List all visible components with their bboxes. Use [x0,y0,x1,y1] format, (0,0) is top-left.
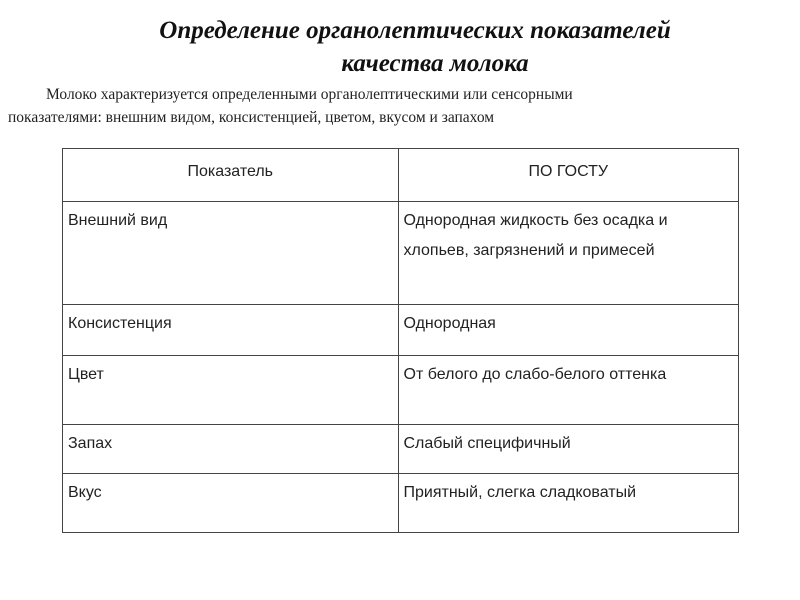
indicator-cell: Вкус [63,474,399,533]
indicator-cell: Цвет [63,356,399,425]
header-indicator: Показатель [63,149,399,202]
intro-line-1: Молоко характеризуется определенными органолептическими или сенсорными [46,86,573,103]
page-title-line-1: Определение органолептических показателей [159,17,671,44]
quality-indicators-table [62,148,739,533]
indicator-cell: Запах [63,425,399,474]
indicator-cell: Консистенция [63,305,399,356]
page-title [0,14,800,80]
page-title-line-2: качества молока [341,50,529,77]
table-row [63,202,739,305]
table-row [63,425,739,474]
table-row [63,356,739,425]
standard-cell: Однородная [398,305,739,356]
table-row [63,305,739,356]
standard-cell: Приятный, слегка сладковатый [398,474,739,533]
indicator-cell: Внешний вид [63,202,399,305]
standard-cell: От белого до слабо-белого оттенка [398,356,739,425]
intro-line-2: показателями: внешним видом, консистенцией, цветом, вкусом и запахом [8,109,495,126]
standard-cell: Слабый специфичный [398,425,739,474]
standard-cell: Однородная жидкость без осадка и хлопьев, загрязнений и примесей [398,202,739,305]
intro-paragraph [8,83,778,129]
table-header-row [63,149,739,202]
header-gost-standard: ПО ГОСТУ [398,149,739,202]
table-row [63,474,739,533]
